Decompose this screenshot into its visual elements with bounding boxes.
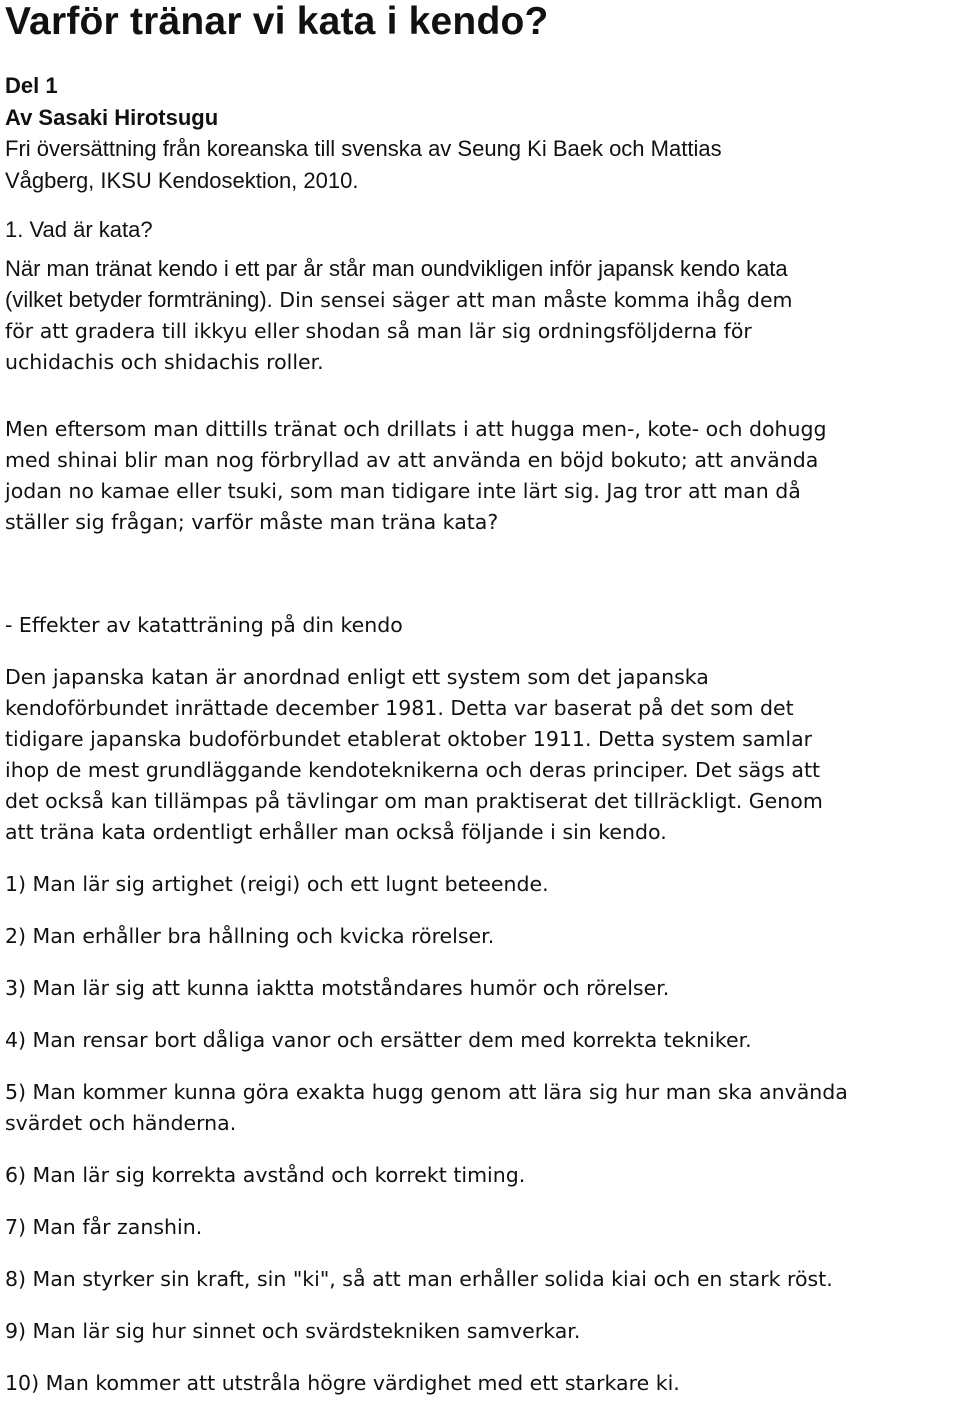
part-label: Del 1 [5, 73, 58, 98]
list-item-5-continued: svärdet och händerna. [5, 1111, 237, 1135]
section-1-para-2-line-3: jodan no kamae eller tsuki, som man tidigare inte lärt sig. Jag tror att man då [5, 479, 801, 503]
list-item-8: 8) Man styrker sin kraft, sin "ki", så att man erhåller solida kiai och en stark röst. [5, 1267, 833, 1291]
list-item [5, 1025, 960, 1056]
list-item-5: 5) Man kommer kunna göra exakta hugg genom att lära sig hur man ska använda [5, 1080, 848, 1104]
section-1-para-1-line-3: för att gradera till ikkyu eller shodan så man lär sig ordningsföljderna för [5, 319, 752, 343]
article-header [5, 70, 955, 196]
section-2-para-1-line-2: kendoförbundet inrättade december 1981. Detta var baserat på det som det [5, 696, 794, 720]
list-item-4: 4) Man rensar bort dåliga vanor och ersätter dem med korrekta tekniker. [5, 1028, 752, 1052]
section-1-para-1-line-2 [5, 284, 957, 316]
section-2-para-1 [5, 662, 960, 848]
section-1-para-2-line-1: Men eftersom man dittills tränat och drillats i att hugga men-, kote- och dohugg [5, 417, 827, 441]
list-item-7: 7) Man får zanshin. [5, 1215, 203, 1239]
section-2 [5, 610, 960, 641]
section-1-para-2-line-2: med shinai blir man nog förbryllad av att använda en böjd bokuto; att använda [5, 448, 819, 472]
list-item [5, 1160, 960, 1191]
list-item [5, 921, 960, 952]
section-2-para-1-line-4: ihop de mest grundläggande kendoteknikerna och deras principer. Det sägs att [5, 758, 821, 782]
section-1-heading: 1. Vad är kata? [5, 217, 153, 242]
section-1-para-1-line-4: uchidachis och shidachis roller. [5, 350, 324, 374]
translation-line-1: Fri översättning från koreanska till svenska av Seung Ki Baek och Mattias [5, 136, 722, 161]
list-item [5, 1368, 960, 1399]
list-item [5, 1264, 960, 1295]
section-1 [5, 214, 957, 378]
section-1-para-1-line-2a: (vilket betyder formträning). [5, 287, 273, 312]
list-item [5, 869, 960, 900]
list-item [5, 1077, 960, 1139]
list-item-2: 2) Man erhåller bra hållning och kvicka rörelser. [5, 924, 495, 948]
list-item [5, 973, 960, 1004]
list-item-6: 6) Man lär sig korrekta avstånd och korrekt timing. [5, 1163, 526, 1187]
section-2-para-1-line-5: det också kan tillämpas på tävlingar om man praktiserat det tillräckligt. Genom [5, 789, 823, 813]
section-1-para-2-line-4: ställer sig frågan; varför måste man träna kata? [5, 510, 499, 534]
list-item-1: 1) Man lär sig artighet (reigi) och ett lugnt beteende. [5, 872, 549, 896]
list-item-10: 10) Man kommer att utstråla högre värdighet med ett starkare ki. [5, 1371, 680, 1395]
translation-line-2: Vågberg, IKSU Kendosektion, 2010. [5, 167, 359, 193]
section-2-para-1-line-3: tidigare japanska budoförbundet etablerat oktober 1911. Detta system samlar [5, 727, 813, 751]
section-1-para-1-line-1: När man tränat kendo i ett par år står man oundvikligen inför japansk kendo kata [5, 256, 788, 281]
list-item [5, 1212, 960, 1243]
list-item [5, 1316, 960, 1347]
section-1-para-2 [5, 414, 960, 538]
list-item-9: 9) Man lär sig hur sinnet och svärdstekniken samverkar. [5, 1319, 581, 1343]
section-2-para-1-line-6: att träna kata ordentligt erhåller man också följande i sin kendo. [5, 820, 667, 844]
page-title: Varför tränar vi kata i kendo? [5, 0, 549, 43]
section-2-heading: - Effekter av katatträning på din kendo [5, 613, 403, 637]
list-item-3: 3) Man lär sig att kunna iaktta motståndares humör och rörelser. [5, 976, 670, 1000]
section-2-para-1-line-1: Den japanska katan är anordnad enligt ett system som det japanska [5, 665, 709, 689]
section-1-para-1-line-2b: Din sensei säger att man måste komma ihåg dem [272, 288, 793, 312]
author-line: Av Sasaki Hirotsugu [5, 104, 219, 130]
